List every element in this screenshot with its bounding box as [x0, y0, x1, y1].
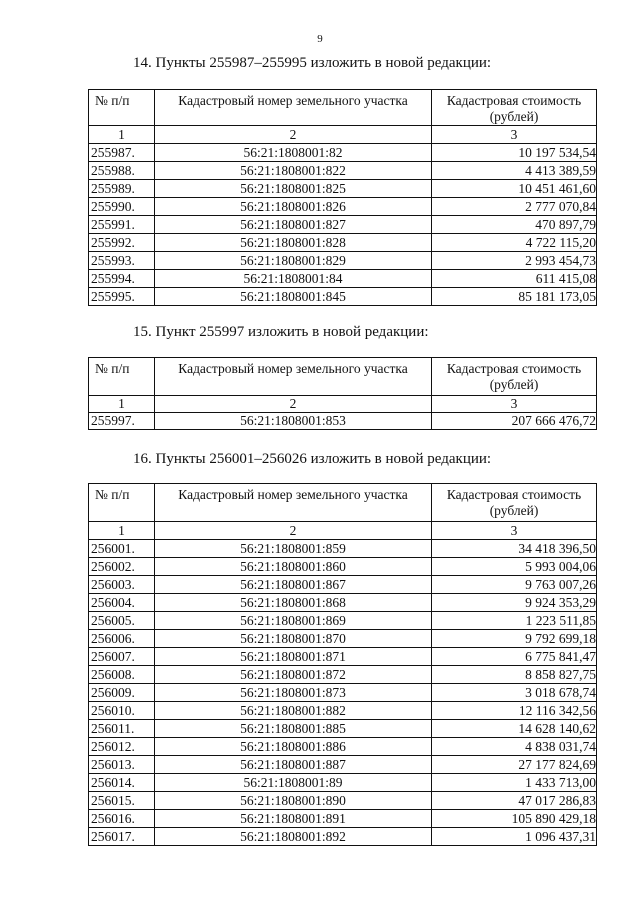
header-cadastral-value: Кадастровая стоимость (рублей) — [432, 484, 597, 522]
table-header-row — [89, 358, 597, 396]
table-row — [89, 630, 597, 648]
table-row — [89, 413, 597, 430]
section-16-table — [88, 483, 597, 846]
cadastral-value: 10 451 461,60 — [432, 180, 597, 198]
cadastral-number: 56:21:1808001:825 — [155, 180, 432, 198]
table-row — [89, 666, 597, 684]
cadastral-value: 34 418 396,50 — [432, 540, 597, 558]
table-row — [89, 774, 597, 792]
row-number: 256008. — [89, 666, 155, 684]
cadastral-number: 56:21:1808001:867 — [155, 576, 432, 594]
cadastral-value: 85 181 173,05 — [432, 288, 597, 306]
table-row — [89, 162, 597, 180]
table-header-row — [89, 90, 597, 126]
cadastral-value: 1 223 511,85 — [432, 612, 597, 630]
column-number: 3 — [432, 126, 597, 144]
cadastral-number: 56:21:1808001:828 — [155, 234, 432, 252]
row-number: 256012. — [89, 738, 155, 756]
header-row-number: № п/п — [89, 358, 155, 396]
column-numbers-row — [89, 126, 597, 144]
row-number: 255994. — [89, 270, 155, 288]
cadastral-number: 56:21:1808001:860 — [155, 558, 432, 576]
section-16-heading: 16. Пункты 256001–256026 изложить в новой редакции: — [133, 451, 492, 467]
row-number: 256017. — [89, 828, 155, 846]
column-number: 3 — [432, 522, 597, 540]
cadastral-number: 56:21:1808001:869 — [155, 612, 432, 630]
table-row — [89, 576, 597, 594]
row-number: 256004. — [89, 594, 155, 612]
table-row — [89, 702, 597, 720]
header-cadastral-number: Кадастровый номер земельного участка — [155, 90, 432, 126]
row-number: 256010. — [89, 702, 155, 720]
row-number: 255993. — [89, 252, 155, 270]
header-cadastral-number: Кадастровый номер земельного участка — [155, 358, 432, 396]
cadastral-value: 9 792 699,18 — [432, 630, 597, 648]
cadastral-value: 9 763 007,26 — [432, 576, 597, 594]
cadastral-number: 56:21:1808001:873 — [155, 684, 432, 702]
row-number: 255997. — [89, 413, 155, 430]
table-row — [89, 756, 597, 774]
column-number: 1 — [89, 522, 155, 540]
row-number: 256003. — [89, 576, 155, 594]
row-number: 256005. — [89, 612, 155, 630]
table-row — [89, 234, 597, 252]
table-row — [89, 792, 597, 810]
row-number: 256011. — [89, 720, 155, 738]
cadastral-value: 207 666 476,72 — [432, 413, 597, 430]
row-number: 256015. — [89, 792, 155, 810]
row-number: 255989. — [89, 180, 155, 198]
cadastral-value: 10 197 534,54 — [432, 144, 597, 162]
row-number: 256013. — [89, 756, 155, 774]
cadastral-number: 56:21:1808001:84 — [155, 270, 432, 288]
row-number: 255990. — [89, 198, 155, 216]
cadastral-value: 470 897,79 — [432, 216, 597, 234]
table-row — [89, 738, 597, 756]
header-cadastral-value: Кадастровая стоимость (рублей) — [432, 90, 597, 126]
cadastral-number: 56:21:1808001:845 — [155, 288, 432, 306]
table-row — [89, 216, 597, 234]
section-14-heading: 14. Пункты 255987–255995 изложить в новой редакции: — [133, 55, 492, 71]
cadastral-value: 1 096 437,31 — [432, 828, 597, 846]
column-number: 3 — [432, 396, 597, 413]
table-row — [89, 144, 597, 162]
table-row — [89, 198, 597, 216]
cadastral-value: 611 415,08 — [432, 270, 597, 288]
row-number: 255987. — [89, 144, 155, 162]
cadastral-value: 2 993 454,73 — [432, 252, 597, 270]
table-row — [89, 720, 597, 738]
cadastral-number: 56:21:1808001:871 — [155, 648, 432, 666]
column-number: 1 — [89, 396, 155, 413]
cadastral-number: 56:21:1808001:892 — [155, 828, 432, 846]
cadastral-number: 56:21:1808001:868 — [155, 594, 432, 612]
cadastral-value: 3 018 678,74 — [432, 684, 597, 702]
row-number: 256002. — [89, 558, 155, 576]
table-row — [89, 594, 597, 612]
section-15-heading: 15. Пункт 255997 изложить в новой редакции: — [133, 324, 429, 340]
cadastral-number: 56:21:1808001:89 — [155, 774, 432, 792]
cadastral-number: 56:21:1808001:891 — [155, 810, 432, 828]
cadastral-value: 9 924 353,29 — [432, 594, 597, 612]
table-row — [89, 180, 597, 198]
header-cadastral-value: Кадастровая стоимость (рублей) — [432, 358, 597, 396]
row-number: 256014. — [89, 774, 155, 792]
cadastral-number: 56:21:1808001:853 — [155, 413, 432, 430]
row-number: 256001. — [89, 540, 155, 558]
row-number: 256016. — [89, 810, 155, 828]
cadastral-number: 56:21:1808001:82 — [155, 144, 432, 162]
table-row — [89, 252, 597, 270]
table-row — [89, 648, 597, 666]
cadastral-number: 56:21:1808001:822 — [155, 162, 432, 180]
column-numbers-row — [89, 396, 597, 413]
cadastral-value: 105 890 429,18 — [432, 810, 597, 828]
cadastral-number: 56:21:1808001:872 — [155, 666, 432, 684]
cadastral-value: 27 177 824,69 — [432, 756, 597, 774]
cadastral-value: 1 433 713,00 — [432, 774, 597, 792]
table-row — [89, 810, 597, 828]
section-15-table — [88, 357, 597, 430]
cadastral-value: 4 413 389,59 — [432, 162, 597, 180]
column-number: 1 — [89, 126, 155, 144]
column-number: 2 — [155, 396, 432, 413]
cadastral-number: 56:21:1808001:826 — [155, 198, 432, 216]
section-14-table — [88, 89, 597, 306]
cadastral-number: 56:21:1808001:829 — [155, 252, 432, 270]
table-row — [89, 684, 597, 702]
cadastral-value: 4 722 115,20 — [432, 234, 597, 252]
cadastral-value: 8 858 827,75 — [432, 666, 597, 684]
row-number: 256009. — [89, 684, 155, 702]
page-number: 9 — [317, 33, 323, 45]
header-cadastral-number: Кадастровый номер земельного участка — [155, 484, 432, 522]
column-number: 2 — [155, 522, 432, 540]
table-row — [89, 288, 597, 306]
cadastral-number: 56:21:1808001:859 — [155, 540, 432, 558]
cadastral-number: 56:21:1808001:882 — [155, 702, 432, 720]
cadastral-number: 56:21:1808001:870 — [155, 630, 432, 648]
row-number: 256006. — [89, 630, 155, 648]
header-row-number: № п/п — [89, 484, 155, 522]
row-number: 256007. — [89, 648, 155, 666]
cadastral-number: 56:21:1808001:885 — [155, 720, 432, 738]
cadastral-value: 47 017 286,83 — [432, 792, 597, 810]
cadastral-value: 14 628 140,62 — [432, 720, 597, 738]
header-row-number: № п/п — [89, 90, 155, 126]
row-number: 255991. — [89, 216, 155, 234]
cadastral-number: 56:21:1808001:887 — [155, 756, 432, 774]
table-row — [89, 612, 597, 630]
cadastral-value: 4 838 031,74 — [432, 738, 597, 756]
table-row — [89, 270, 597, 288]
row-number: 255988. — [89, 162, 155, 180]
cadastral-value: 5 993 004,06 — [432, 558, 597, 576]
table-row — [89, 558, 597, 576]
cadastral-value: 12 116 342,56 — [432, 702, 597, 720]
cadastral-value: 2 777 070,84 — [432, 198, 597, 216]
cadastral-number: 56:21:1808001:886 — [155, 738, 432, 756]
table-row — [89, 540, 597, 558]
column-number: 2 — [155, 126, 432, 144]
cadastral-value: 6 775 841,47 — [432, 648, 597, 666]
row-number: 255995. — [89, 288, 155, 306]
row-number: 255992. — [89, 234, 155, 252]
cadastral-number: 56:21:1808001:827 — [155, 216, 432, 234]
column-numbers-row — [89, 522, 597, 540]
table-header-row — [89, 484, 597, 522]
cadastral-number: 56:21:1808001:890 — [155, 792, 432, 810]
table-row — [89, 828, 597, 846]
